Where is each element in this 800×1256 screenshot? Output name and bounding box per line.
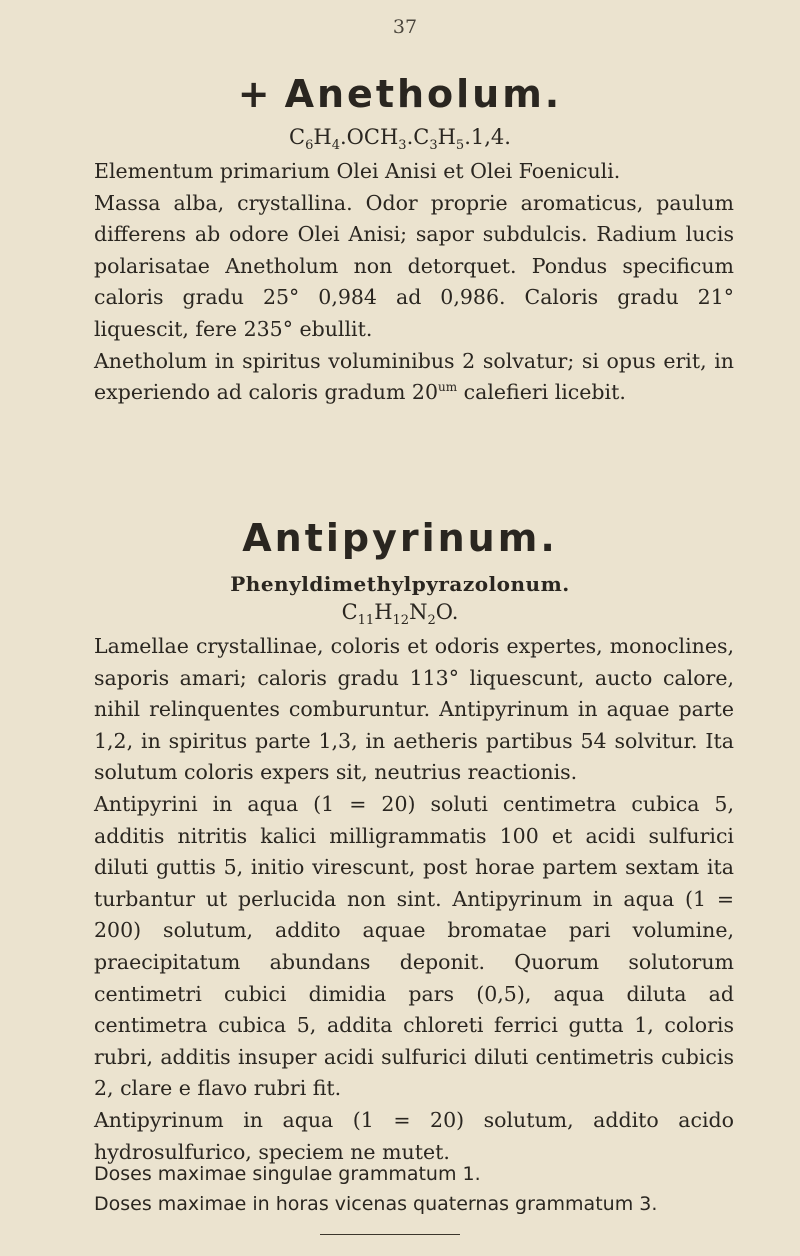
anetholum-description (94, 156, 734, 409)
antipyrinum-formula (0, 600, 800, 628)
dose-daily: Doses maximae in horas vicenas quaternas grammatum 3. (94, 1193, 658, 1215)
antipyrinum-paragraph-2: Antipyrini in aqua (1 = 20) soluti centimetra cubica 5, additis nitritis kalici milligrammatis 100 et acidi sulfurici diluti guttis 5, initio virescunt, post horae partem sextam ita turbantur ut perlucida non sint. Antipyrinum in aqua (1 = 200) solutum, addito aquae bromatae pari volumine, praecipitatum abundans deponit. Quorum solutorum centimetri cubici dimidia pars (0,5), aqua diluta ad centimetra cubica 5, addita chloreti ferrici gutta 1, coloris rubri, additis insuper acidi sulfurici diluti centimetris cubicis 2, clare e flavo rubri fit. (94, 791, 734, 1101)
antipyrinum-paragraph-3: Antipyrinum in aqua (1 = 20) solutum, addito acido hydrosulfurico, speciem ne mutet. (94, 1107, 734, 1164)
end-rule (320, 1234, 460, 1235)
anetholum-title: Anetholum. (284, 72, 563, 116)
anetholum-formula (0, 125, 800, 153)
anetholum-paragraph-3: Anetholum in spiritus voluminibus 2 solvatur; si opus erit, in experiendo ad caloris gradum $20^{um}$ calefieri licebit. (94, 348, 734, 405)
cross-mark: + (237, 72, 273, 116)
anetholum-formula-text: $C_6H_4.OCH_3.C_3H_5.1,4$. (289, 125, 511, 154)
page-number: 37 (392, 16, 418, 38)
antipyrinum-description (94, 631, 734, 1168)
antipyrinum-paragraph-1: Lamellae crystallinae, coloris et odoris expertes, monoclines, saporis amari; caloris gradu 113° liquescunt, aucto calore, nihil relinquentes comburuntur. Antipyrinum in aquae parte 1,2, in spiritus parte 1,3, in aetheris partibus 54 solvitur. Ita solutum coloris expers sit, neutrius reactionis. (94, 634, 734, 785)
dose-single: Doses maximae singulae grammatum 1. (94, 1163, 481, 1185)
anetholum-heading (0, 72, 800, 116)
antipyrinum-subtitle: Phenyldimethylpyrazolonum. (230, 572, 570, 596)
antipyrinum-title: Antipyrinum. (242, 516, 558, 560)
anetholum-paragraph-1: Elementum primarium Olei Anisi et Olei Foeniculi. (94, 159, 621, 183)
anetholum-paragraph-2: Massa alba, crystallina. Odor proprie aromaticus, paulum differens ab odore Olei Anisi; sapor subdulcis. Radium lucis polarisatae Anetholum non detorquet. Pondus specificum caloris gradu 25° 0,984 ad 0,986. Caloris gradu 21° liquescit, fere 235° ebullit. (94, 190, 734, 341)
antipyrinum-formula-text: $C_{11}H_{12}N_2O$. (341, 600, 459, 629)
